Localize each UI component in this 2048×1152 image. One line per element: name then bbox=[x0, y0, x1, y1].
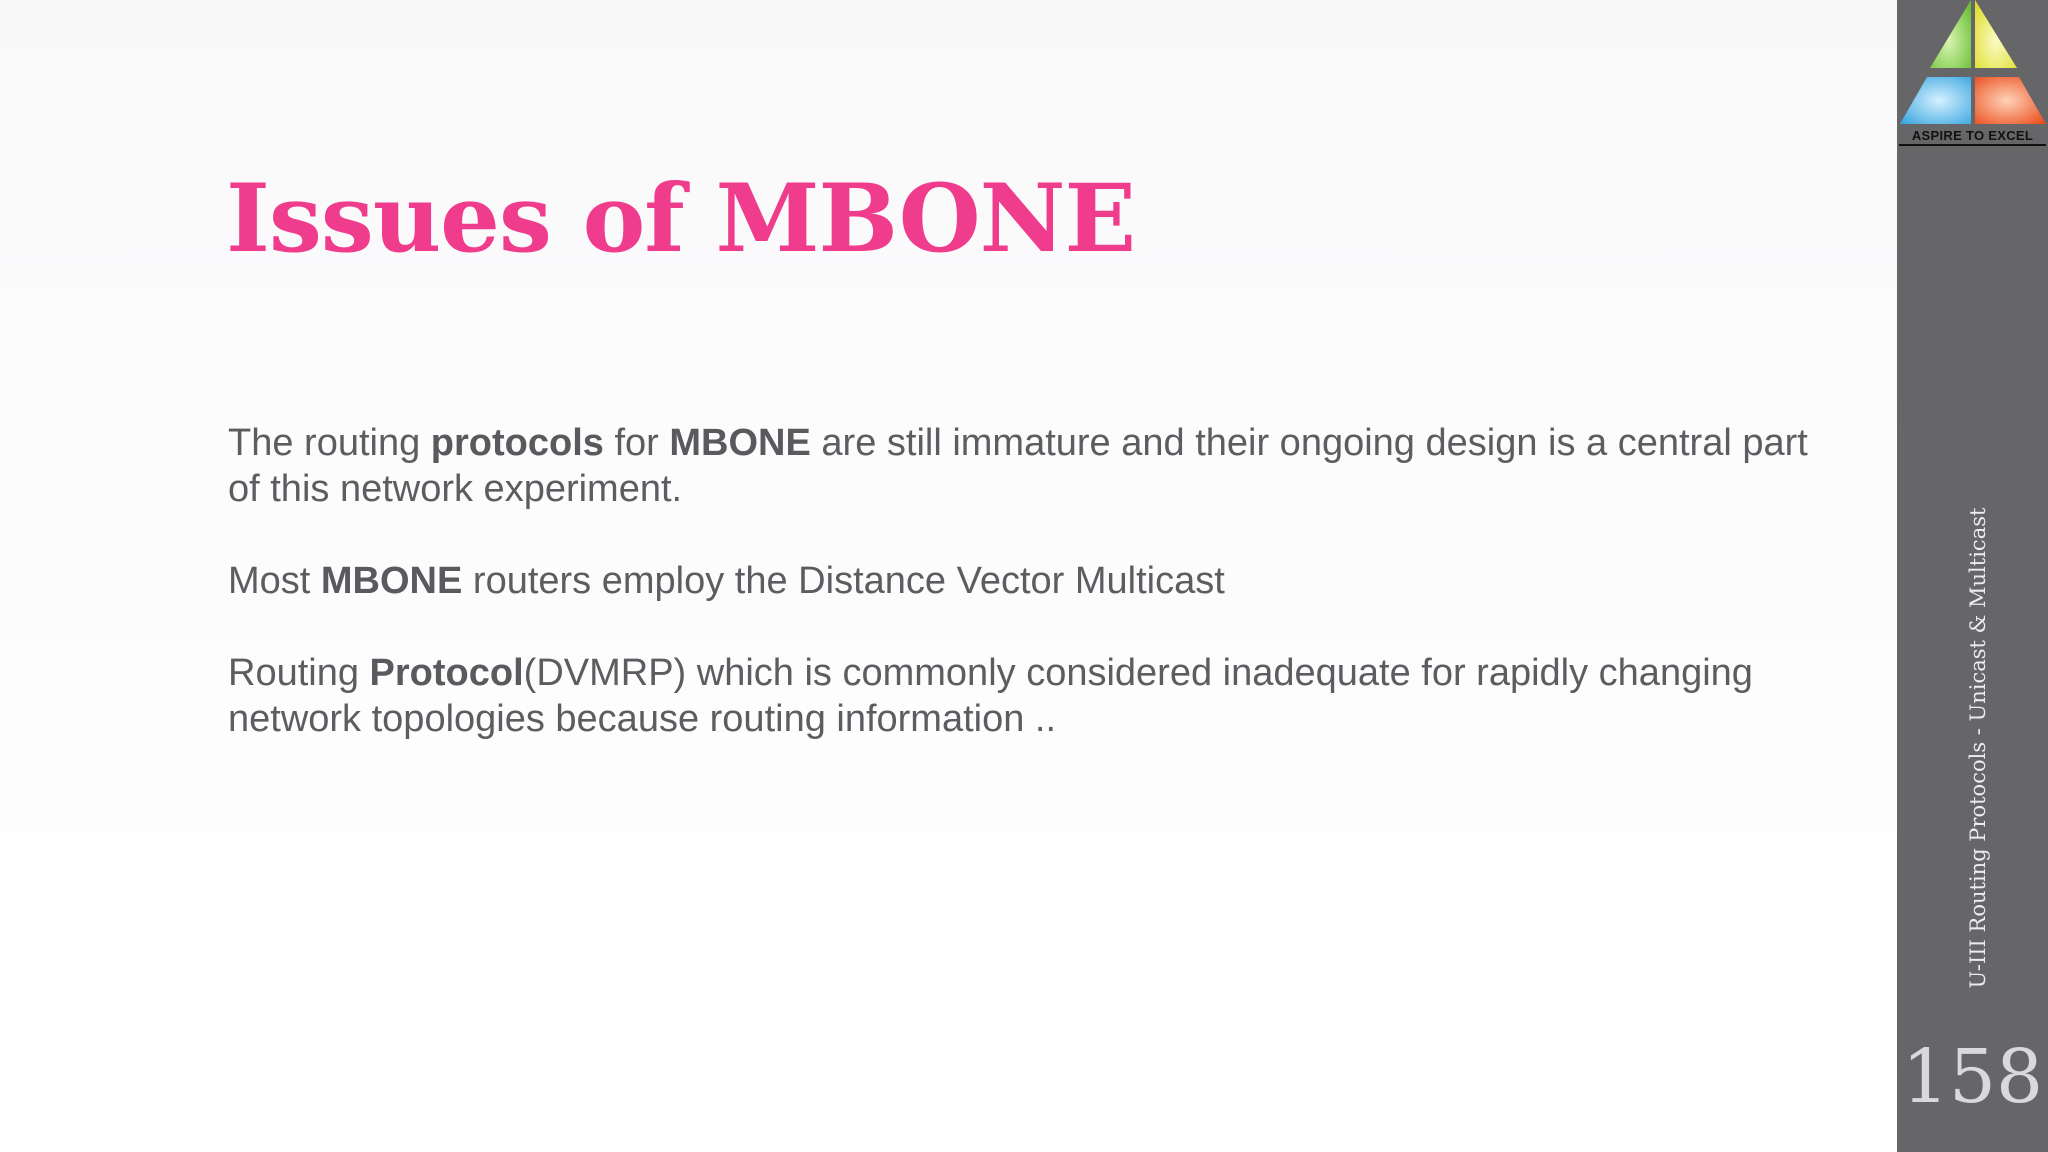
paragraph-1-text-1: The routing bbox=[228, 422, 431, 464]
paragraph-1-bold-2: MBONE bbox=[669, 422, 811, 464]
paragraph-3-bold-1: Protocol bbox=[369, 652, 524, 694]
paragraph-3-text-1: Routing bbox=[228, 652, 370, 694]
logo-green-segment bbox=[1930, 0, 1971, 68]
body-paragraph-3 bbox=[228, 650, 1818, 742]
logo-underline bbox=[1899, 144, 2046, 146]
logo-yellow-segment bbox=[1975, 0, 2017, 68]
paragraph-2-text-2: routers employ the Distance Vector Multicast bbox=[462, 560, 1225, 602]
body-paragraph-1 bbox=[228, 420, 1818, 512]
slide-footer: U-III Routing Protocols - Unicast & Multicast bbox=[1966, 507, 1990, 989]
logo-blue-segment bbox=[1900, 77, 1971, 124]
slide-body bbox=[228, 420, 1818, 788]
paragraph-1-text-2: for bbox=[603, 422, 670, 464]
logo-text: ASPIRE TO EXCEL bbox=[1911, 128, 2034, 143]
paragraph-2-text-1: Most bbox=[228, 560, 321, 602]
page-number: 158 bbox=[1901, 1034, 2044, 1120]
slide-title: Issues of MBONE bbox=[226, 164, 1136, 274]
paragraph-1-text-3: are still immature and their ongoing design is a central part of this network experiment. bbox=[228, 422, 1808, 510]
paragraph-1-bold-1: protocols bbox=[430, 422, 604, 464]
logo-orange-segment bbox=[1975, 77, 2046, 124]
paragraph-2-bold-1: MBONE bbox=[320, 560, 463, 602]
paragraph-3-text-2: (DVMRP) which is commonly considered inadequate for rapidly changing network topologies because routing information .. bbox=[228, 652, 1753, 740]
body-paragraph-2 bbox=[228, 558, 1818, 604]
